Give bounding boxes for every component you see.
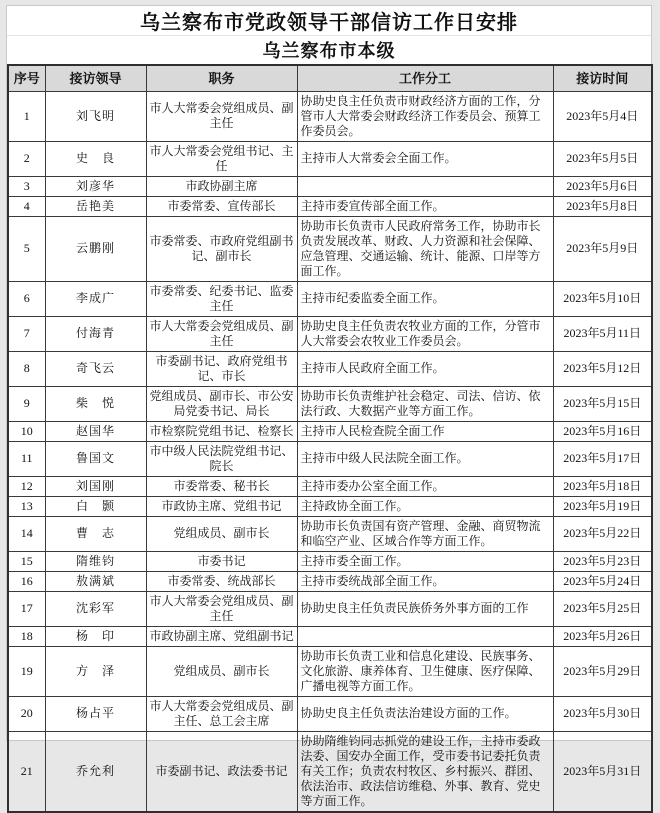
- cell-visit-date: 2023年5月17日: [553, 441, 652, 476]
- cell-duty: 协助史良主任负责市财政经济方面的工作，分管市人大常委会财政经济工作委员会、预算工作委员会。: [297, 91, 553, 141]
- cell-visit-date: 2023年5月15日: [553, 386, 652, 421]
- table-row: [8, 196, 652, 216]
- cell-position: 市委常委、统战部长: [146, 571, 297, 591]
- cell-position: 党组成员、副市长、市公安局党委书记、局长: [146, 386, 297, 421]
- cell-seq-number: 12: [8, 476, 45, 496]
- cell-seq-number: 1: [8, 91, 45, 141]
- cell-position: 市人大常委会党组成员、副主任: [146, 91, 297, 141]
- table-row: [8, 386, 652, 421]
- cell-visit-date: 2023年5月11日: [553, 316, 652, 351]
- table-row: [8, 141, 652, 176]
- header-date: 接访时间: [553, 65, 652, 91]
- cell-visit-date: 2023年5月9日: [553, 216, 652, 281]
- cell-leader-name: 鲁国文: [45, 441, 146, 476]
- page-title: 乌兰察布市党政领导干部信访工作日安排: [140, 12, 518, 34]
- cell-leader-name: 付海青: [45, 316, 146, 351]
- cell-seq-number: 6: [8, 281, 45, 316]
- cell-seq-number: 13: [8, 496, 45, 516]
- cell-visit-date: 2023年5月10日: [553, 281, 652, 316]
- cell-duty: 协助史良主任负责民族侨务外事方面的工作: [297, 591, 553, 626]
- cell-leader-name: 曹 志: [45, 516, 146, 551]
- table-row: [8, 626, 652, 646]
- cell-leader-name: 沈彩军: [45, 591, 146, 626]
- cell-position: 市人大常委会党组书记、主任: [146, 141, 297, 176]
- cell-leader-name: 刘飞明: [45, 91, 146, 141]
- cell-duty: 主持市人民检查院全面工作: [297, 421, 553, 441]
- cell-seq-number: 4: [8, 196, 45, 216]
- table-row: [8, 646, 652, 696]
- cell-leader-name: 方 泽: [45, 646, 146, 696]
- cell-position: 市检察院党组书记、检察长: [146, 421, 297, 441]
- table-header-row: [8, 65, 652, 91]
- cell-leader-name: 刘彦华: [45, 176, 146, 196]
- table-row: [8, 516, 652, 551]
- cell-seq-number: 11: [8, 441, 45, 476]
- cell-leader-name: 云鹏刚: [45, 216, 146, 281]
- cell-visit-date: 2023年5月22日: [553, 516, 652, 551]
- header-seq: 序号: [8, 65, 45, 91]
- cell-duty: 主持市委宣传部全面工作。: [297, 196, 553, 216]
- cell-leader-name: 白 颢: [45, 496, 146, 516]
- cell-seq-number: 10: [8, 421, 45, 441]
- cell-leader-name: 柴 悦: [45, 386, 146, 421]
- cell-seq-number: 5: [8, 216, 45, 281]
- cell-visit-date: 2023年5月19日: [553, 496, 652, 516]
- cell-leader-name: 杨占平: [45, 696, 146, 731]
- cell-visit-date: 2023年5月16日: [553, 421, 652, 441]
- cell-duty: 主持市委全面工作。: [297, 551, 553, 571]
- cell-position: 市委书记: [146, 551, 297, 571]
- cell-leader-name: 赵国华: [45, 421, 146, 441]
- cell-seq-number: 7: [8, 316, 45, 351]
- cell-visit-date: 2023年5月18日: [553, 476, 652, 496]
- cell-position: 市委常委、市政府党组副书记、副市长: [146, 216, 297, 281]
- table-row: [8, 696, 652, 731]
- cell-seq-number: 2: [8, 141, 45, 176]
- document-sheet: [6, 5, 652, 808]
- page-subtitle: 乌兰察布市本级: [262, 41, 396, 61]
- subtitle-block: [7, 36, 651, 64]
- cell-leader-name: 刘国刚: [45, 476, 146, 496]
- cell-position: 市政协副主席、党组副书记: [146, 626, 297, 646]
- cell-visit-date: 2023年5月31日: [553, 731, 652, 812]
- cell-visit-date: 2023年5月26日: [553, 626, 652, 646]
- cell-duty: 主持市中级人民法院全面工作。: [297, 441, 553, 476]
- header-leader: 接访领导: [45, 65, 146, 91]
- cell-seq-number: 15: [8, 551, 45, 571]
- table-row: [8, 176, 652, 196]
- cell-seq-number: 8: [8, 351, 45, 386]
- cell-position: 党组成员、副市长: [146, 646, 297, 696]
- cell-position: 市人大常委会党组成员、副主任: [146, 591, 297, 626]
- cell-visit-date: 2023年5月25日: [553, 591, 652, 626]
- cell-duty: 主持市委办公室全面工作。: [297, 476, 553, 496]
- table-body: [8, 91, 652, 812]
- table-row: [8, 731, 652, 812]
- schedule-table: [7, 64, 653, 813]
- cell-duty: 协助隋维钧同志抓党的建设工作，主持市委政法委、国安办全面工作，受市委书记委托负责有关工作；负责农村牧区、乡村振兴、群团、依法治市、政法信访维稳、外事、教育、党史等方面工作。: [297, 731, 553, 812]
- table-row: [8, 591, 652, 626]
- table-row: [8, 91, 652, 141]
- cell-leader-name: 隋维钧: [45, 551, 146, 571]
- cell-visit-date: 2023年5月23日: [553, 551, 652, 571]
- cell-position: 市人大常委会党组成员、副主任: [146, 316, 297, 351]
- cell-seq-number: 18: [8, 626, 45, 646]
- title-block: [7, 6, 651, 36]
- cell-leader-name: 史 良: [45, 141, 146, 176]
- table-row: [8, 216, 652, 281]
- cell-duty: 主持市委统战部全面工作。: [297, 571, 553, 591]
- cell-position: 市中级人民法院党组书记、院长: [146, 441, 297, 476]
- cell-duty: 协助市长负责工业和信息化建设、民族事务、文化旅游、康养体育、卫生健康、医疗保障、广播电视等方面工作。: [297, 646, 553, 696]
- cell-position: 市政协副主席: [146, 176, 297, 196]
- header-position: 职务: [146, 65, 297, 91]
- cell-duty: 协助史良主任负责农牧业方面的工作，分管市人大常委会农牧业工作委员会。: [297, 316, 553, 351]
- cell-seq-number: 21: [8, 731, 45, 812]
- cell-position: 市委副书记、政法委书记: [146, 731, 297, 812]
- cell-leader-name: 杨 印: [45, 626, 146, 646]
- cell-seq-number: 14: [8, 516, 45, 551]
- header-duty: 工作分工: [297, 65, 553, 91]
- cell-seq-number: 19: [8, 646, 45, 696]
- cell-duty: 协助史良主任负责法治建设方面的工作。: [297, 696, 553, 731]
- table-row: [8, 351, 652, 386]
- table-row: [8, 316, 652, 351]
- cell-seq-number: 17: [8, 591, 45, 626]
- table-row: [8, 421, 652, 441]
- table-row: [8, 551, 652, 571]
- cell-visit-date: 2023年5月4日: [553, 91, 652, 141]
- table-row: [8, 496, 652, 516]
- cell-leader-name: 敖满斌: [45, 571, 146, 591]
- table-row: [8, 571, 652, 591]
- cell-seq-number: 20: [8, 696, 45, 731]
- cell-leader-name: 李成广: [45, 281, 146, 316]
- cell-duty: 协助市长负责市人民政府常务工作，协助市长负责发展改革、财政、人力资源和社会保障、应急管理、交通运输、统计、能源、口岸等方面工作。: [297, 216, 553, 281]
- cell-visit-date: 2023年5月29日: [553, 646, 652, 696]
- table-row: [8, 441, 652, 476]
- cell-position: 市人大常委会党组成员、副主任、总工会主席: [146, 696, 297, 731]
- cell-duty: 主持市人大常委会全面工作。: [297, 141, 553, 176]
- cell-visit-date: 2023年5月8日: [553, 196, 652, 216]
- cell-visit-date: 2023年5月12日: [553, 351, 652, 386]
- cell-duty: [297, 626, 553, 646]
- cell-duty: 协助市长负责国有资产管理、金融、商贸物流和临空产业、区域合作等方面工作。: [297, 516, 553, 551]
- cell-leader-name: 乔允利: [45, 731, 146, 812]
- cell-seq-number: 3: [8, 176, 45, 196]
- table-row: [8, 476, 652, 496]
- cell-duty: 主持市人民政府全面工作。: [297, 351, 553, 386]
- cell-position: 市政协主席、党组书记: [146, 496, 297, 516]
- cell-position: 市委常委、宣传部长: [146, 196, 297, 216]
- cell-position: 市委副书记、政府党组书记、市长: [146, 351, 297, 386]
- cell-seq-number: 16: [8, 571, 45, 591]
- cell-duty: 主持政协全面工作。: [297, 496, 553, 516]
- cell-visit-date: 2023年5月24日: [553, 571, 652, 591]
- cell-duty: [297, 176, 553, 196]
- cell-leader-name: 岳艳美: [45, 196, 146, 216]
- cell-position: 党组成员、副市长: [146, 516, 297, 551]
- cell-visit-date: 2023年5月6日: [553, 176, 652, 196]
- cell-position: 市委常委、纪委书记、监委主任: [146, 281, 297, 316]
- table-row: [8, 281, 652, 316]
- cell-visit-date: 2023年5月30日: [553, 696, 652, 731]
- cell-duty: 主持市纪委监委全面工作。: [297, 281, 553, 316]
- cell-visit-date: 2023年5月5日: [553, 141, 652, 176]
- cell-seq-number: 9: [8, 386, 45, 421]
- cell-leader-name: 奇飞云: [45, 351, 146, 386]
- cell-position: 市委常委、秘书长: [146, 476, 297, 496]
- cell-duty: 协助市长负责维护社会稳定、司法、信访、依法行政、大数据产业等方面工作。: [297, 386, 553, 421]
